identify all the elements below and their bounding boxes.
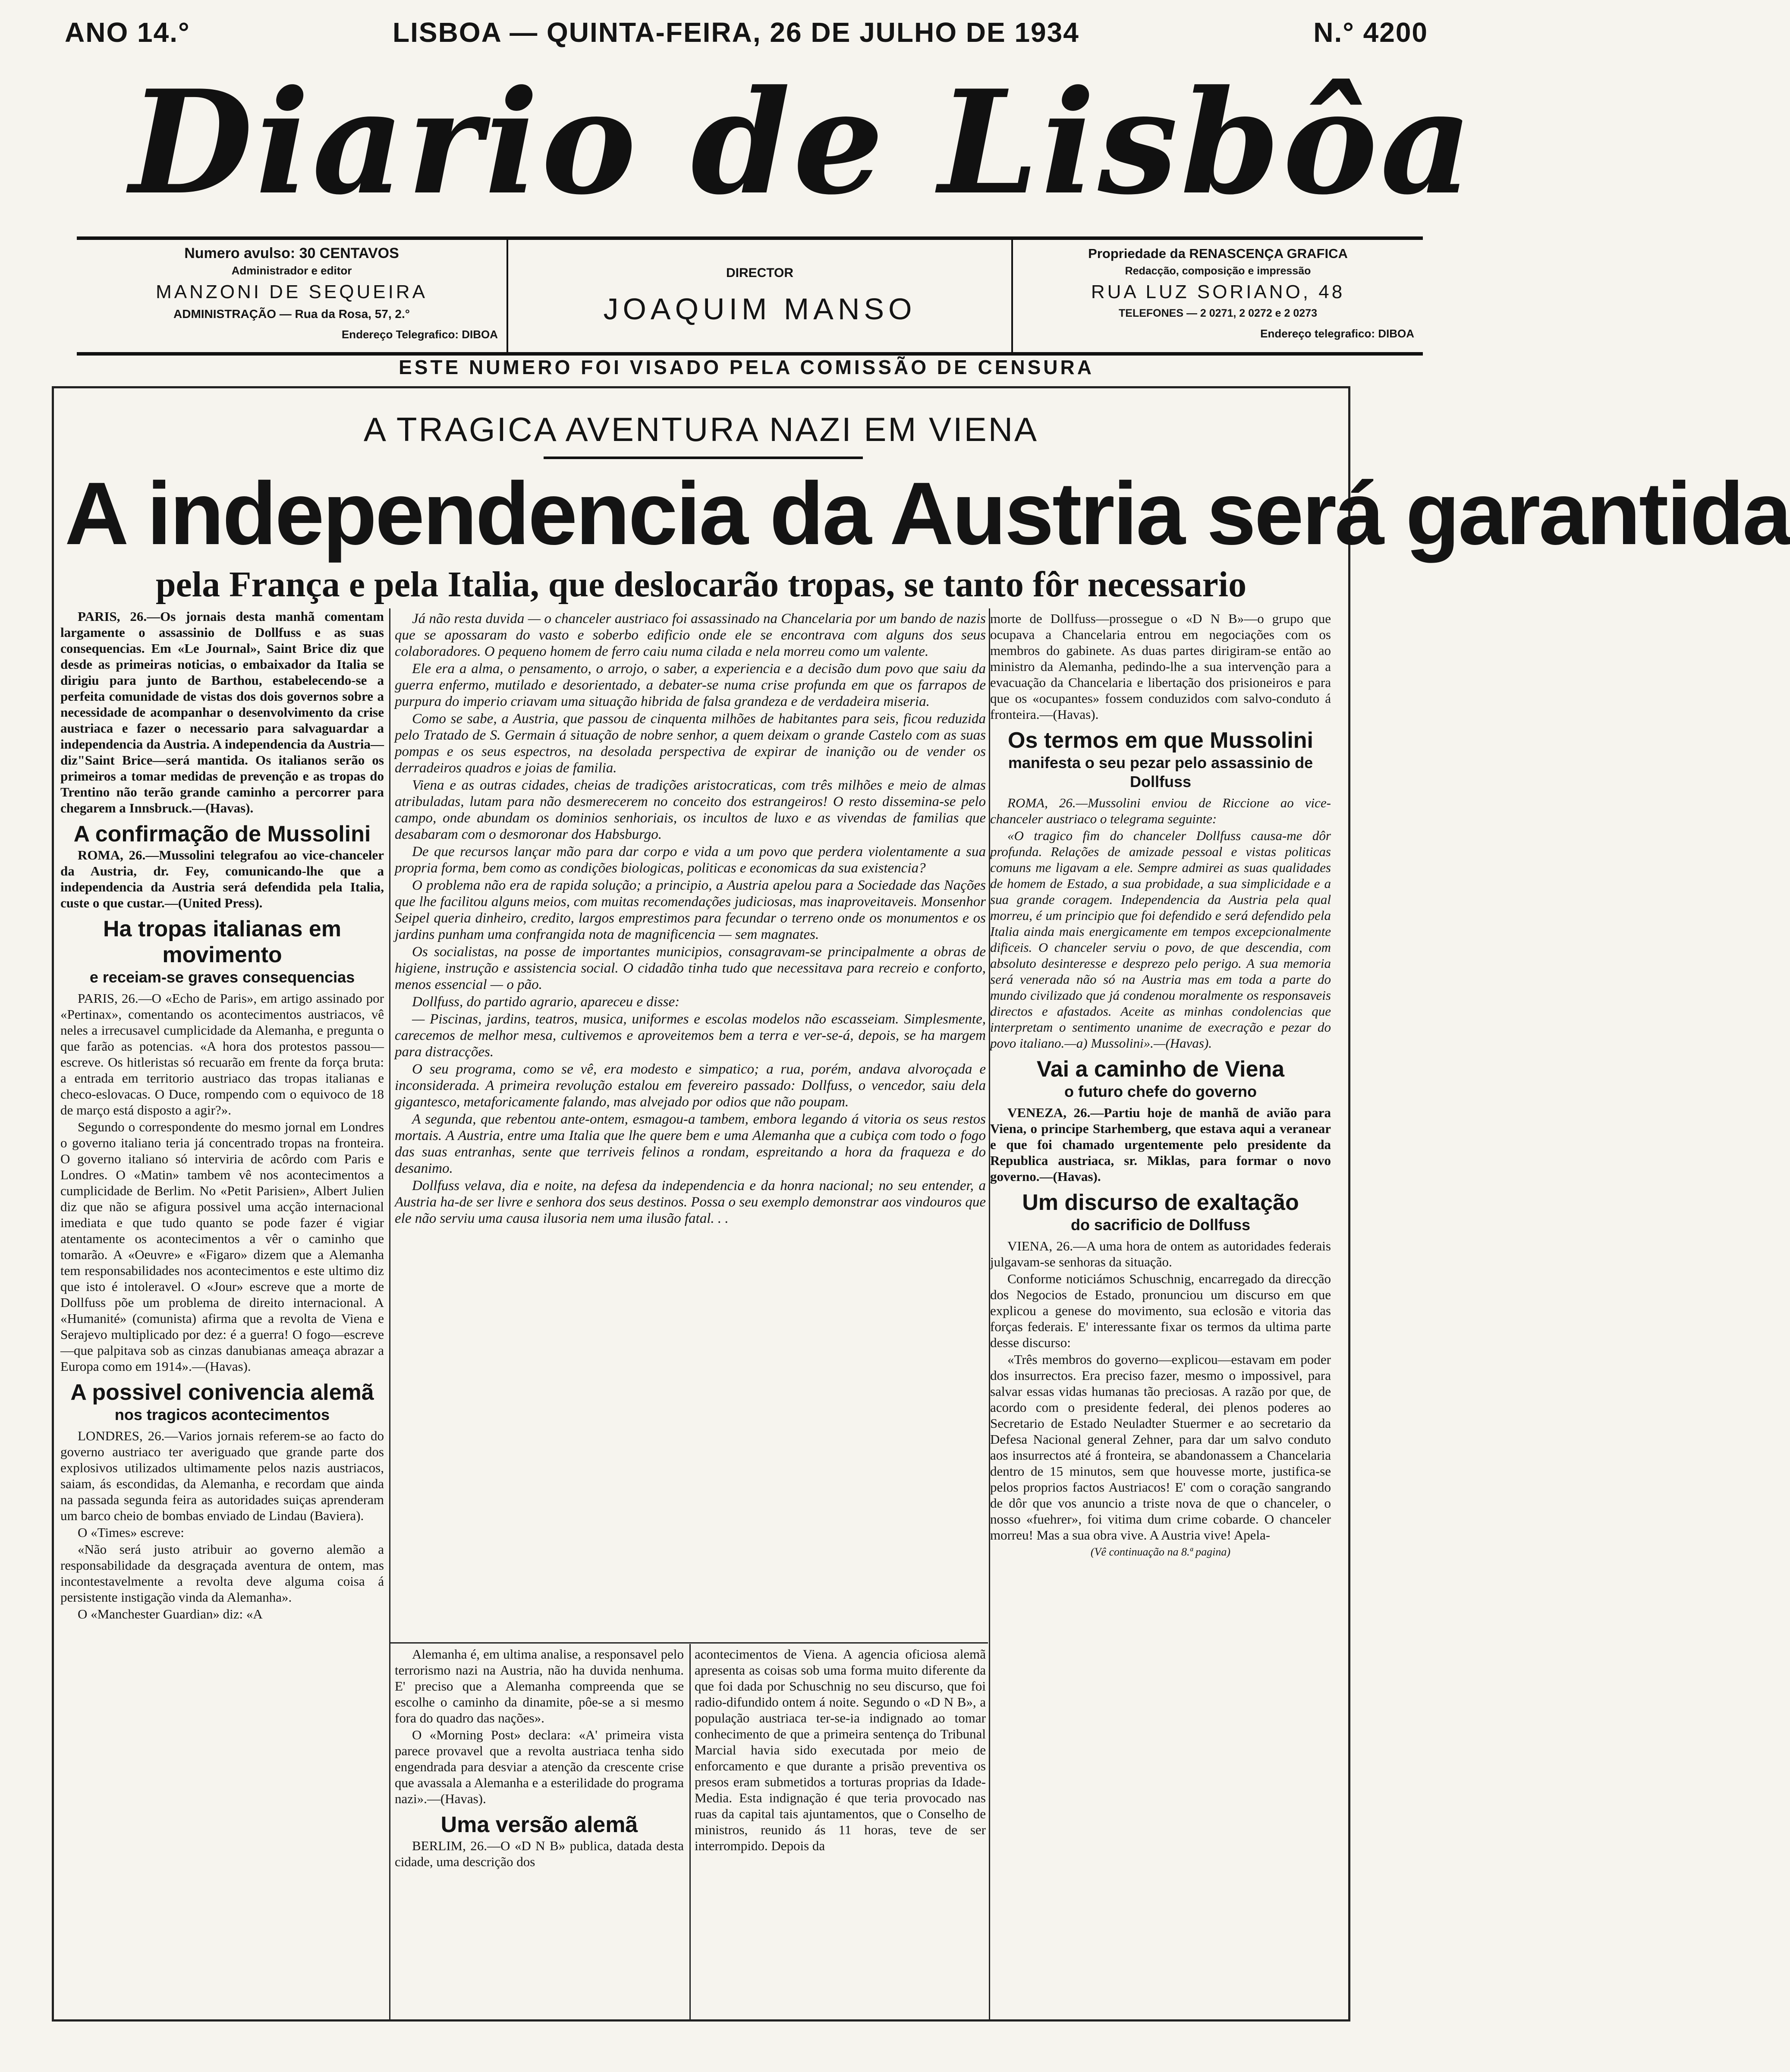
continuation-note: (Vê continuação na 8.ª pagina) [1090, 1546, 1231, 1558]
headline: A independencia da Austria será garantida [65, 464, 1790, 563]
kicker: A TRAGICA AVENTURA NAZI EM VIENA [363, 410, 1039, 448]
paragraph: Alemanha é, em ultima analise, a responsavel pelo terrorismo nazi na Austria, não ha duvida nenhuma. E' preciso que a Alemanha compreenda que se escolhe o caminho da dinamite, pôe-se a si mesmo fora do quadro das nações». [395, 1647, 684, 1726]
paragraph: Já não resta duvida — o chanceler austriaco foi assassinado na Chancelaria por um bando de nazis que se apossaram do vasto e soberbo edificio onde ele se encontrava com alguns dos seus colaboradores. O pequeno homem de ferro caiu numa cilada e nela morreu como um valente. [395, 611, 986, 659]
column-4 [990, 611, 1331, 2017]
info-center [508, 240, 1013, 352]
column-rule [689, 1644, 691, 2019]
paragraph: A segunda, que rebentou ante-ontem, esmagou-a tambem, embora legando á vitoria os seus restos mortais. A Austria, entre uma Italia que lhe quere bem e uma Alemanha que a cubiça com todo o fogo das suas entranhas, sente que terriveis felinos a rondam, espreitando a hora da fraqueza e do desanimo. [395, 1112, 986, 1176]
paragraph: ROMA, 26.—Mussolini enviou de Riccione ao vice-chanceler austriaco o telegrama seguinte: [990, 795, 1331, 826]
administration: ADMINISTRAÇÃO — Rua da Rosa, 57, 2.° [173, 307, 410, 321]
paragraph: — Piscinas, jardins, teatros, musica, uniformes e escolas modelos não escasseiam. Simplesmente, carecemos de melhor mesa, cultivemos e aproveitemos bem a terra e ver-se-á, depois, se ha margem para distracções. [395, 1011, 986, 1060]
paragraph: acontecimentos de Viena. A agencia oficiosa alemã apresenta as coisas sob uma forma muito diferente da que foi dada por Schuschnig no seu discurso, que foi radio-difundido ontem á noite. Segundo o «D N B», a população austriaca ter-se-ia indignado ao tomar conhecimento de que a primeira sentença do Tribunal Marcial havia sido executada por meio de enforcamento e que durante a prisão preventiva os presos eram submetidos a torturas proprias da Idade-Media. Esta indignação é que teria provocado nas ruas da capital tais ajuntamentos, que o Conselho de ministros, reunido ás 11 horas, teve de ser interrompido. Depois da [695, 1647, 986, 1853]
paragraph: O «Morning Post» declara: «A' primeira vista parece provavel que a revolta austriaca tenha sido engendrada para desviar a atenção da crescente crise que avassala a Alemanha e a esterilidade do programa nazi».—(Havas). [395, 1727, 684, 1806]
issue-year: ANO 14.° [65, 17, 190, 48]
paragraph: Ele era a alma, o pensamento, o arrojo, o saber, a experiencia e a decisão dum povo que saiu da guerra enfermo, mutilado e desorientado, a debater-se numa crise profunda em que os farrapos de purpura do imperio criavam uma situação hibrida de falsa grandeza e de verdadeira miseria. [395, 661, 986, 709]
telegraph-left: Endereço Telegrafico: DIBOA [341, 328, 498, 341]
column-rule [389, 608, 390, 2019]
subheading-deck: do sacrificio de Dollfuss [1070, 1216, 1251, 1234]
paragraph: O seu programa, como se vê, era modesto e simpatico; a rua, porém, andava alvoroçada e inconsiderada. A primeira revolução estalou em fevereiro passado: Dollfuss, o vencedor, saiu dela gigantesco, metaforicamente falando, mas alvejado por odios que não poupam. [395, 1061, 986, 1110]
paragraph: PARIS, 26.—O «Echo de Paris», em artigo assinado por «Pertinax», comentando os acontecimentos austriacos, vê neles a irrecusavel cumplicidade da Alemanha, e pregunta o que farão as potencias. «A hora dos protestos passou—escreve. Os hitleristas só recuarão em frente da força bruta: a entrada em territorio austriaco das tropas italianas e checo-eslovacas. O Duce, rompendo com o equivoco de 18 de março está disposto a agir?». [60, 991, 384, 1118]
services: Redacção, composição e impressão [1125, 265, 1311, 277]
paragraph: ROMA, 26.—Mussolini telegrafou ao vice-chanceler da Austria, dr. Fey, comunicando-lhe que a independencia da Austria será defendida pela Italia, custe o que custar.—(United Press). [60, 847, 384, 910]
subheading: A possivel conivencia alemã [70, 1380, 374, 1405]
section-rule [390, 1642, 988, 1644]
director-label: DIRECTOR [726, 266, 794, 280]
address: RUA LUZ SORIANO, 48 [1091, 281, 1345, 302]
owner: Propriedade da RENASCENÇA GRAFICA [1088, 246, 1348, 261]
subheading-deck: manifesta o seu pezar pelo assassinio de Dollfuss [1008, 754, 1313, 790]
paragraph: VENEZA, 26.—Partiu hoje de manhã de avião para Viena, o principe Starhemberg, que estava aqui a veranear e que foi chamado urgentemente pelo presidente da Republica austriaca, sr. Miklas, para formar o novo governo.—(Havas). [990, 1105, 1331, 1184]
telegraph-right: Endereço telegrafico: DIBOA [1260, 327, 1414, 340]
top-line [65, 16, 1428, 55]
paragraph: BERLIM, 26.—O «D N B» publica, datada desta cidade, uma descrição dos [395, 1838, 684, 1869]
paragraph: Dollfuss, do partido agrario, apareceu e disse: [412, 994, 680, 1010]
paragraph: «Não será justo atribuir ao governo alemão a responsabilidade da desgraçada aventura de ontem, mas incontestavelmente a revolta deve alguma coisa á persistente instigação vinda da Alemanha». [60, 1542, 384, 1605]
paragraph: Os socialistas, na posse de importantes municipios, consagravam-se principalmente a obras de higiene, instrução e assistencia social. O cidadão tinha tudo que necessitava para recreio e conforto, menos essencial — o pão. [395, 944, 986, 992]
paragraph: De que recursos lançar mão para dar corpo e vida a um povo que perdera violentamente a sua propria forma, bem como as condições biologicas, politicas e economicas da sua existencia? [395, 844, 986, 876]
paragraph: «Três membros do governo—explicou—estavam em poder dos insurrectos. Era preciso fazer, mesmo o impossivel, para salvar essas vidas humanas tão preciosas. A razão por que, de acordo com o presidente federal, dei plenos poderes ao Secretario de Estado Neuladter Stuermer e ao secretario da Defesa Nacional general Zehner, para dar um salvo conduto aos insurrectos até á fronteira, se abandonassem a Chancelaria dentro de 15 minutos, sem que houvesse morte, justifica-se pelos proprios factos Austriacos! E' com o coração sangrando de dôr que vos anuncio a triste nova de que o chanceler, o nosso «fuehrer», foi vitima dum crime cobarde. O chanceler morreu! Mas a sua obra vive. A Austria vive! Apela- [990, 1352, 1331, 1543]
paragraph: O «Times» escreve: [78, 1525, 184, 1540]
paragraph: «O tragico fim do chanceler Dollfuss causa-me dôr profunda. Relações de amizade pessoal e vistas politicas comuns me ligavam a ele. Sempre admirei as suas qualidades de homem de Estado, a sua probidade, a sua simplicidade e a sua grande coragem. Independencia da Austria pela qual morreu, é um principio que foi defendido e será defendido pela Italia ainda mais energicamente em tempos excepcionalmente dificeis. O chanceler serviu o povo, de que descendia, com absoluto desinteresse e desprezo pelo perigo. A sua memoria será venerada não só na Austria mas em toda a parte do mundo civilizado que já condenou moralmente os responsaveis directos e afastados. Aceite as minhas condolencias que interpretam o sentimento unanime de execração e pezar do povo italiano.—a) Mussolini».—(Havas). [990, 828, 1331, 1051]
phones: TELEFONES — 2 0271, 2 0272 e 2 0273 [1119, 307, 1317, 319]
subheading: Ha tropas italianas em movimento [103, 916, 341, 967]
info-right [1013, 240, 1423, 352]
price: Numero avulso: 30 CENTAVOS [184, 245, 399, 261]
subheading-deck: e receiam-se graves consequencias [89, 968, 355, 986]
subheading-deck: o futuro chefe do governo [1064, 1083, 1257, 1100]
subheading-deck: nos tragicos acontecimentos [114, 1406, 330, 1423]
admin-name: MANZONI DE SEQUEIRA [156, 281, 428, 302]
paragraph: VIENA, 26.—A uma hora de ontem as autoridades federais julgavam-se senhoras da situação. [990, 1238, 1331, 1269]
director-name: JOAQUIM MANSO [603, 292, 916, 326]
paragraph: Conforme noticiámos Schuschnig, encarregado da direcção dos Negocios de Estado, pronunciou um discurso em que explicou a genese do movimento, sua eclosão e vitoria das forças federais. E' interessante fixar os termos da ultima parte desse discurso: [990, 1271, 1331, 1350]
paragraph: Dollfuss velava, dia e noite, na defesa da independencia e da honra nacional; no seu entender, a Austria ha-de ser livre e senhora dos seus destinos. Possa o seu exemplo demonstrar aos vindouros que ele não serviu uma causa ilusoria nem uma ilusão fatal. . . [395, 1178, 986, 1226]
subheading: A confirmação de Mussolini [73, 822, 371, 847]
issue-number: N.° 4200 [1313, 17, 1428, 48]
paragraph: O problema não era de rapida solução; a principio, a Austria apelou para a Sociedade das Nações que lhe facilitou alguns meios, com muitas recomendações judiciosas, mas inaproveitaveis. Monsenhor Seipel queria dinheiro, credito, largos emprestimos para fecundar o terreno onde os monumentos e os jardins punham uma confrangida nota de magnificencia — sem magnates. [395, 878, 986, 942]
subhead: pela França e pela Italia, que deslocarão tropas, se tanto fôr necessario [155, 564, 1247, 605]
paris-lead: PARIS, 26.—Os jornais desta manhã comentam largamente o assassinio de Dollfuss e as suas consequencias. Em «Le Journal», Saint Brice diz que desde as primeiras noticias, o embaixador da Italia se dirigiu para junto de Barthou, estabelecendo-se a perfeita comunidade de vistas dos dois governos sobre a necessidade de acompanhar o desenvolvimento da crise austriaca e fazer o necessario para salvaguardar a independencia da Austria. A independencia da Austria—diz"Saint Brice—será mantida. Os italianos serão os primeiros a tomar medidas de prevenção e as tropas do Trentino não terão grande caminho a percorrer para chegarem a Innsbruck.—(Havas). [60, 609, 384, 816]
kicker-rule [544, 457, 863, 459]
info-left [77, 240, 508, 352]
column-3b [695, 1646, 986, 2022]
paragraph: Segundo o correspondente do mesmo jornal em Londres o governo italiano teria já concentrado tropas na fronteira. O governo italiano só interviria de acôrdo com Paris e Londres. O «Matin» tambem vê nos acontecimentos a cumplicidade de Berlim. No «Petit Parisien», Albert Julien diz que não se afigura possivel uma acção internacional imediata e que tudo quanto se pode fazer é vigiar atentamente os acontecimentos a vêr o caminho que tomarão. A «Oeuvre» e «Figaro» dizem que a Alemanha tem responsabilidades nos acontecimentos e este ultimo diz que isto é intoleravel. O «Jour» escreve que a morte de Dollfuss põe um problema de direito internacional. A «Humanité» (comunista) afirma que a revolta de Viena e Serajevo multiplicado por dez: é a guerra! O fogo—escreve—que palpitava sob as cinzas danubianas ameaça abrazar a Europa como em 1914».—(Havas). [60, 1119, 384, 1374]
column-3a [395, 1646, 684, 2022]
admin-label: Administrador e editor [231, 264, 352, 277]
masthead-title: Diario de Lisbôa [129, 59, 1475, 226]
paragraph: Viena e as outras cidades, cheias de tradições aristocraticas, com três milhões e meio de almas atribuladas, lutam para não desmerecerem no conceito dos estrangeiros! O resto dissemina-se pelo campo, onde abundam os dominios senhoriais, os incultos de luxo e as vivendas de familias que desabaram com o desmoronar dos Habsburgo. [395, 778, 986, 842]
subheading: Os termos em que Mussolini [1008, 728, 1313, 753]
subheading: Uma versão alemã [440, 1812, 638, 1837]
paragraph: morte de Dollfuss—prossegue o «D N B»—o grupo que ocupava a Chancelaria entrou em negociações com os membros do gabinete. As duas partes dirigiram-se então ao ministro da Alemanha, pedindo-lhe a sua intervenção para a evacuação da Chancelaria e libertação dos prisioneiros e para que os «ocupantes» fossem conduzidos com salvo-conduto á fronteira.—(Havas). [990, 611, 1331, 722]
paragraph: Como se sabe, a Austria, que passou de cinquenta milhões de habitantes para seis, ficou reduzida pelo Tratado de S. Germain á situação de nobre senhor, a quem deixam o grande Castelo com as suas pompas e os seus espectros, na desolada perspectiva de expirar de inanição ou de vender os derradeiros quadros e joias de familia. [395, 711, 986, 776]
dateline: LISBOA — QUINTA-FEIRA, 26 DE JULHO DE 1934 [393, 17, 1079, 48]
paragraph: O «Manchester Guardian» diz: «A [78, 1606, 263, 1622]
censorship-notice: ESTE NUMERO FOI VISADO PELA COMISSÃO DE CENSURA [399, 356, 1094, 378]
editorial-column [395, 611, 986, 1640]
subheading: Vai a caminho de Viena [1036, 1057, 1285, 1082]
info-bar [77, 236, 1423, 356]
column-1 [60, 608, 384, 2019]
subheading: Um discurso de exaltação [1022, 1190, 1299, 1215]
paragraph: LONDRES, 26.—Varios jornais referem-se ao facto do governo austriaco ter averiguado que grande parte dos explosivos utilizados ultimamente pelos nazis austriacos, saiam, ás escondidas, da Alemanha, e recordam que ainda na passada segunda feira as autoridades suiças aprenderam um barco cheio de bombas enviado de Lindau (Baviera). [60, 1428, 384, 1523]
